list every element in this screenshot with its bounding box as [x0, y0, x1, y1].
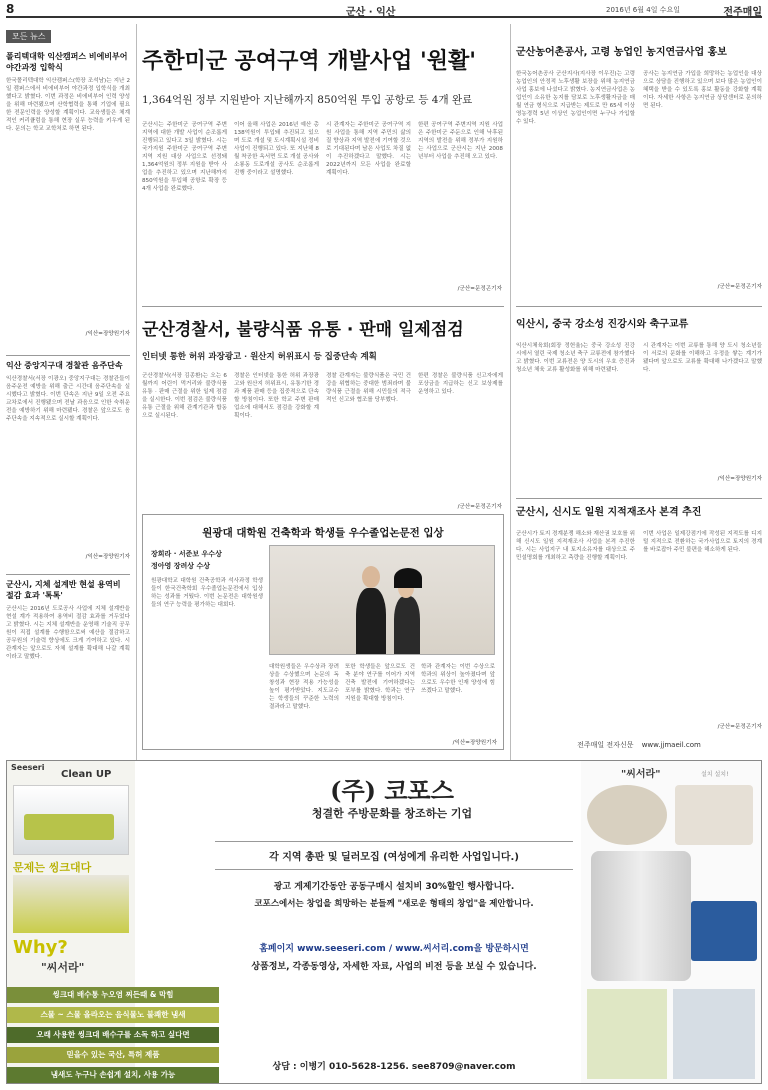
ad-recruit: 각 지역 총판 및 딜러모집 (여성에게 유리한 사업입니다.) [215, 841, 573, 870]
ad-contact: 상담 : 이병기 010-5628-1256. see8709@naver.com [272, 1062, 516, 1072]
feature-col-2: 대학원생들은 우수상과 장려상을 수상했으며 논문의 독창성과 현장 적용 가능성을 높이 평가받았다. 지도교수는 학생들의 꾸준한 노력의 결과라고 말했다. [269, 664, 339, 710]
left-column [6, 24, 130, 854]
ad-right-label: "씨서라" [621, 769, 661, 780]
person-figure [394, 596, 420, 654]
right-mid-byline: /익산=장양원기자 [717, 476, 762, 482]
ad-product-name: "씨서라" [41, 961, 85, 974]
police-story [142, 312, 504, 512]
service-item: 씽크대 배수통 누오염 찌든때 & 막힘 [7, 987, 219, 1003]
service-item: 스물 ~ 스물 올라오는 음식물노 불쾌한 냄새 [7, 1007, 219, 1023]
section-name: 군산 · 익산 [346, 7, 396, 18]
issue-date: 2016년 6월 4일 수요일 [606, 6, 680, 14]
divider [516, 498, 762, 499]
ad-line-2: 코포스에서는 창업을 희망하는 분들께 "새로운 형태의 창업"을 제안합니다. [254, 899, 534, 909]
ad-right-caption: 설치 설치! [701, 771, 729, 778]
left-story-1-title: 폴리텍대학 익산캠퍼스 비에비부어 야간과정 입학식 [6, 52, 128, 72]
ad-line-1: 광고 게제기간동안 공동구매시 설치비 30%할인 행사합니다. [273, 882, 515, 892]
lead-story [142, 24, 504, 292]
left-story-3-body: 군산시는 2016년 도로공사 사업에 지체 설계반을 현설 계가 적용하여 용역비 절감 효과를 거두었다고 밝혔다. 시는 지체 설계반을 운영해 기술직 공무원이 직접 설계를 수행함으로써 예산을 절감하고 공무원의 기술력 향상에도 크게 기여하고 있다. 시 관계자는 앞으로도 자체 설계를 확대해 나갈 계획이라고 말했다. [6, 606, 130, 660]
page-number: 8 [6, 2, 15, 16]
column-divider [136, 24, 137, 854]
ad-slogan: 청결한 주방문화를 창조하는 기업 [311, 807, 473, 820]
lead-headline: 주한미군 공여구역 개발사업 '원활' [142, 49, 476, 74]
right-top-col-1: 한국농어촌공사 군산지사(지사장 이우진)는 고령 농업인의 안정적 노후생활 보장을 위해 농지연금사업 홍보에 나섰다고 밝혔다. 농지연금사업은 농업인이 소유한 농지를 담보로 노후생활자금을 매월 연금 형식으로 지급받는 제도로 만 65세 이상 영농경력 5년 이상인 농업인이면 누구나 가입할 수 있다. [516, 71, 635, 125]
police-col-3: 경찰 관계자는 불량식품은 국민 건강을 위협하는 중대한 범죄라며 불량식품 근절을 위해 시민들의 적극적인 신고와 협조를 당부했다. [326, 373, 411, 403]
left-story-2-byline: /익산=장양원기자 [85, 554, 130, 560]
feature-photo [269, 545, 495, 655]
sink-image [13, 785, 129, 855]
advertisement [6, 760, 762, 1084]
lead-col-1: 군산시는 주한미군 공여구역 주변지역에 대한 개발 사업이 순조롭게 진행되고 있다고 3일 밝혔다. 시는 국가지원 주한미군 공여구역 주변지역 지원 대상 사업으로 선정돼 1,364억원의 정부 지원을 받아 사업을 추진하고 있으며 지난해까지 850억원을 투입해 공항로 확장 등 4개 사업을 완료했다. [142, 122, 227, 192]
ad-right-panel [581, 761, 761, 1084]
right-top-col-2: 공사는 농지연금 가입을 희망하는 농업인을 대상으로 상담을 진행하고 있으며 보다 많은 농업인이 혜택을 받을 수 있도록 홍보 활동을 강화할 계획이다. 자세한 사항은 농지연금 상담센터로 문의하면 된다. [643, 71, 762, 109]
left-story-2-body: 익산경찰서(서장 이광오) 중앙지구대는 경찰관들이 음주운전 예방을 위해 출근 시간대 음주단속을 실시했다고 밝혔다. 이번 단속은 지난 9일 오전 주요 교차로에서 진행됐으며 전날 과음으로 인한 숙취운전을 예방하기 위해 마련됐다. 경찰은 앞으로도 음주단속을 지속적으로 실시할 계획이다. [6, 376, 130, 422]
feature-box [142, 514, 504, 750]
right-mid-story [516, 318, 762, 494]
police-col-1: 군산경찰서(서장 김종환)는 오는 6월까지 어린이 먹거리와 불량식품 유통 · 판매 근절을 위한 일제 점검을 실시한다. 이번 점검은 불량식품 유통 근절을 위해 관계기관과 합동으로 실시된다. [142, 373, 227, 419]
right-top-body [516, 70, 762, 280]
service-item: 오래 사용한 씽크대 배수구를 소독 하고 싶다면 [7, 1027, 219, 1043]
right-low-story [516, 506, 762, 738]
thumb-image [673, 989, 755, 1079]
left-story-1 [6, 51, 130, 351]
lead-col-3: 시 관계자는 주한미군 공여구역 지원 사업을 통해 지역 주민의 삶의 질 향상과 지역 발전에 기여할 것으로 기대된다며 남은 사업도 차질 없이 추진하겠다고 말했다. 시는 2022년까지 모든 사업을 완료할 계획이다. [326, 122, 411, 176]
divider [142, 306, 504, 307]
left-story-2-title: 익산 중앙지구대 경찰관 음주단속 [6, 361, 123, 370]
service-item: 냄새도 누구나 손쉽게 설치, 사용 가능 [7, 1067, 219, 1083]
ad-company: (주) 코포스 [330, 776, 454, 805]
pipe-image [591, 851, 691, 981]
police-subhead: 인터넷 통한 허위 과장광고 · 원산지 허위표시 등 집중단속 계획 [142, 352, 377, 362]
feature-col-4: 학과 관계자는 이번 수상으로 학과의 위상이 높아졌다며 앞으로도 우수한 인재 양성에 힘쓰겠다고 말했다. [421, 664, 495, 694]
right-top-story [516, 46, 762, 302]
service-list [7, 987, 219, 1084]
product-card [691, 901, 757, 961]
divider [6, 355, 130, 356]
ad-clean-up: Clean UP [61, 769, 112, 780]
police-headline: 군산경찰서, 불량식품 유통 · 판매 일제점검 [142, 320, 464, 340]
lead-subhead: 1,364억원 정부 지원받아 지난해까지 850억원 투입 공항로 등 4개 완료 [142, 94, 473, 106]
feature-col-3: 또한 학생들은 앞으로도 건축 분야 연구를 이어가 지역 건축 발전에 기여하겠다는 포부를 밝혔다. 학과는 연구 지원을 확대할 방침이다. [345, 664, 415, 702]
lead-col-2: 이어 올해 사업은 2016년 예산 총 138억원이 투입돼 추진되고 있으며 도로 개설 및 도시계획시설 정비 사업이 진행되고 있다. 또 지난해 8월 착공한 옥서면 도로 개설 공사와 소룡동 도로개설 공사도 순조롭게 진행 중이라고 설명했다. [234, 122, 319, 176]
feature-headline: 원광대 대학원 건축학과 학생들 우수졸업논문전 입상 [202, 527, 444, 539]
left-story-1-body: 한국폴리텍대학 익산캠퍼스(학장 조석남)는 지난 2일 캠퍼스에서 비에비부어 야간과정 입학식을 개최했다고 밝혔다. 이번 과정은 비에비부어 인력 양성을 위해 마련됐으며 산학협력을 통해 기업에 필요한 전문인력을 양성할 계획이다. 교육생들은 체계적인 커리큘럼을 통해 현장 실무 능력을 키우게 된다. 문의는 학교 교학처로 하면 된다. [6, 78, 130, 132]
feature-col-1: 원광대학교 대학원 건축공학과 석사과정 학생들이 한국건축학회 우수졸업논문전에서 입상하는 성과를 거뒀다. 이번 논문전은 대학원생들의 연구 능력을 평가하는 대회다. [151, 578, 263, 608]
column-divider [510, 24, 511, 854]
section-kicker: 모든 뉴스 [6, 30, 51, 43]
ad-line-4: 상품정보, 각종동영상, 자세한 자료, 사업의 비전 등을 보실 수 있습니다. [251, 962, 537, 972]
service-item: 믿을수 있는 국산, 특허 제품 [7, 1047, 219, 1063]
left-story-3-title: 군산시, 지체 설계반 현설 용역비 절감 효과 '톡톡' [6, 580, 121, 600]
feature-award-2: 정아영 장려상 수상 [151, 562, 210, 570]
ad-line-3: 홈페이지 www.seeseri.com / www.씨서리.com을 방문하시면 [259, 944, 529, 954]
publisher-name: 전주매일 [723, 7, 762, 18]
right-low-col-1: 군산시가 토지 경계분쟁 해소와 재산권 보호를 위해 신시도 일원 지적재조사 사업을 본격 추진한다. 시는 사업지구 내 토지소유자를 대상으로 주민설명회를 개최하고 측량을 진행할 계획이다. [516, 531, 635, 561]
web-link-box [516, 740, 762, 756]
person-figure [356, 588, 386, 654]
drain-image [675, 785, 753, 845]
ad-why: Why? [13, 937, 68, 958]
right-mid-headline: 익산시, 중국 강소성 진강시와 축구교류 [516, 319, 689, 330]
right-low-body [516, 530, 762, 720]
lead-col-4: 한편 공여구역 주변지역 지원 사업은 주한미군 주둔으로 인해 낙후된 지역의 발전을 위해 정부가 지원하는 사업으로 군산시는 지난 2008년부터 사업을 추진해 오고 있다. [418, 122, 503, 160]
right-top-headline: 군산농어촌공사, 고령 농업인 농지연금사업 홍보 [516, 47, 727, 58]
divider [6, 574, 130, 575]
right-top-byline: /군산=문정곤기자 [717, 284, 762, 290]
right-mid-body [516, 342, 762, 472]
drain-image [587, 785, 667, 845]
person-head [362, 566, 380, 588]
lead-body [142, 121, 504, 285]
thumb-image [587, 989, 667, 1079]
police-col-2: 경찰은 인터넷을 통한 허위 과장광고와 원산지 허위표시, 유통기한 경과 제품 판매 등을 집중적으로 단속할 방침이다. 또한 학교 주변 판매업소에 대해서도 점검을 강화할 계획이다. [234, 373, 319, 419]
masthead [6, 2, 762, 18]
ad-left-brand: Seeseri [11, 763, 45, 772]
police-body [142, 372, 504, 472]
web-url[interactable]: www.jjmaeil.com [641, 741, 701, 749]
police-col-4: 한편 경찰은 불량식품 신고자에게 포상금을 지급하는 신고 보상제를 운영하고 있다. [418, 373, 503, 395]
kitchen-image [13, 875, 129, 933]
lead-byline: /군산=문정곤기자 [457, 286, 502, 292]
feature-byline: /익산=장양원기자 [452, 740, 497, 746]
feature-award-1: 장희라 · 서준보 우수상 [151, 550, 222, 558]
right-low-headline: 군산시, 신시도 일원 지적재조사 본격 추진 [516, 507, 702, 518]
right-low-byline: /군산=문정곤기자 [717, 724, 762, 730]
web-label: 전주매일 전자신문 [577, 741, 634, 749]
ad-question: 문제는 씽크대다 [13, 861, 92, 874]
left-story-2 [6, 360, 130, 570]
right-low-col-2: 이번 사업은 일제강점기에 작성된 지적도를 디지털 지적으로 전환하는 국가사업으로 토지의 경계를 바로잡아 주민 불편을 해소하게 된다. [643, 531, 762, 553]
divider [516, 306, 762, 307]
right-mid-col-1: 익산시체육회(회장 정헌율)는 중국 강소성 진강시에서 열린 국제 청소년 축구 교류전에 참가했다고 밝혔다. 이번 교류전은 양 도시의 우호 증진과 청소년 체육 교류 활성화를 위해 마련됐다. [516, 343, 635, 373]
police-byline: /군산=문정곤기자 [457, 504, 502, 510]
right-mid-col-2: 시 관계자는 이번 교류를 통해 양 도시 청소년들이 서로의 문화를 이해하고 우정을 쌓는 계기가 됐다며 앞으로도 교류를 확대해 나가겠다고 말했다. [643, 343, 762, 373]
left-story-1-byline: /익산=장양원기자 [85, 331, 130, 337]
